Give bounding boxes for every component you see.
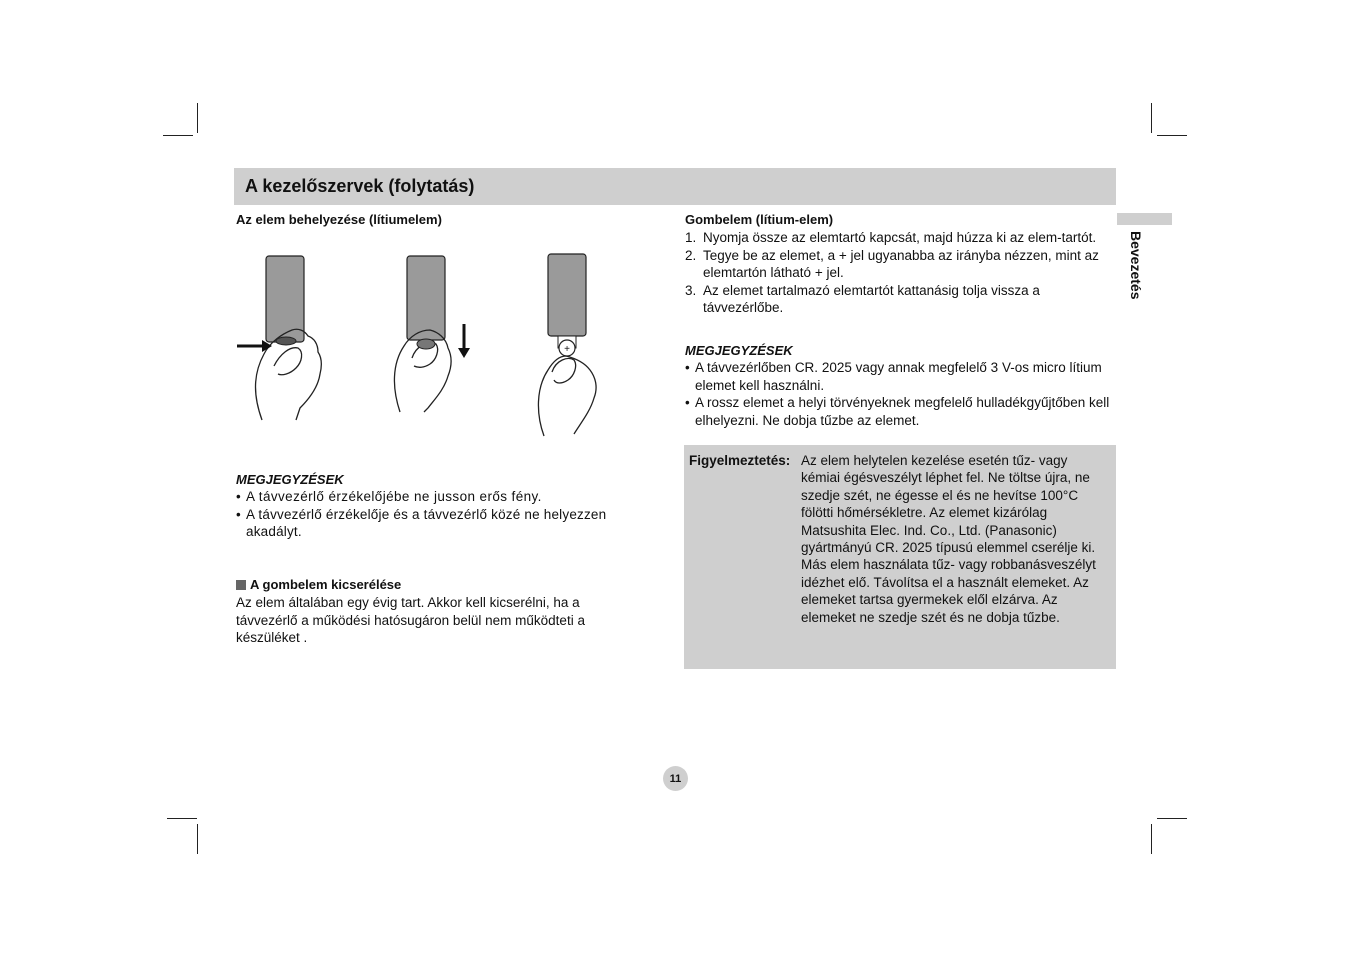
replace-heading [236, 577, 401, 592]
warning-box [684, 445, 1116, 669]
thumb-outline [552, 359, 576, 384]
remote-body [407, 256, 445, 340]
bullet-icon: • [236, 489, 242, 504]
replace-paragraph: Az elem általában egy évig tart. Akkor kell kicserélni, ha a távvezérlő a működési hatósugáron belül nem működteti a készüléket . [236, 595, 585, 645]
side-tab-label: Bevezetés [1128, 231, 1144, 300]
crop-mark [197, 824, 198, 854]
install-heading: Az elem behelyezése (lítiumelem) [236, 212, 442, 227]
right-notes-heading: MEGJEGYZÉSEK [685, 343, 793, 358]
arrow-head [458, 348, 470, 358]
step-text: Az elemet tartalmazó elemtartót kattanásig tolja vissza a távvezérlőbe. [703, 282, 1040, 315]
page-title: A kezelőszervek (folytatás) [245, 176, 475, 196]
note-text: A távvezérlő érzékelője és a távvezérlő közé ne helyezzen akadályt. [246, 506, 607, 539]
bullet-icon: • [685, 395, 690, 410]
note-text: A távvezérlőben CR. 2025 vagy annak megfelelő 3 V-os micro lítium elemet kell használni. [695, 360, 1102, 393]
bullet-icon: • [685, 360, 690, 375]
hand-outline [538, 356, 596, 436]
remote-body [548, 254, 586, 336]
illustration-step-2 [394, 256, 470, 412]
list-item [685, 282, 1115, 317]
list-item [685, 229, 1115, 247]
title-bar [234, 168, 1116, 205]
steps-list [685, 229, 1115, 317]
step-number: 2. [685, 247, 697, 263]
crop-mark [1151, 103, 1152, 133]
battery-install-illustration [234, 248, 634, 443]
illustration-step-1 [237, 256, 321, 420]
crop-mark [163, 135, 193, 136]
list-item [236, 506, 646, 541]
thumb-outline [274, 348, 302, 375]
warning-text: Az elem helytelen kezelése esetén tűz- vagy kémiai égésveszélyt léphet fel. Ne töltse újra, ne szedje szét, ne égesse el és ne hevítse 100°C fölötti hőmérsékletre. Az elemet kizárólag Matsushita Elec. Ind. Co., Ltd. (Panasonic) gyártmányú CR. 2025 típusú elemmel cserélje ki. Más elem használata tűz- vagy robbanásveszélyt idézhet elő. Távolítsa el a használt elemeket. Az elemeket tartsa gyermekek elől elzárva. Az elemeket ne szedje szét és ne dobja tűzbe. [801, 453, 1096, 625]
battery-slot [276, 337, 296, 345]
list-item [685, 247, 1115, 282]
crop-mark [167, 818, 197, 819]
battery-tray [417, 339, 435, 349]
button-cell-heading: Gombelem (lítium-elem) [685, 212, 834, 227]
left-notes-list [236, 488, 646, 541]
step-number: 3. [685, 282, 697, 298]
warning-label: Figyelmeztetés: [689, 453, 791, 468]
side-tab-bar [1117, 213, 1172, 225]
step-text: Tegye be az elemet, a + jel ugyanabba az irányba nézzen, mint az elemtartón látható + jel. [703, 247, 1099, 280]
page-number: 11 [663, 766, 688, 791]
list-item [685, 394, 1113, 429]
illustration-step-3 [538, 254, 596, 436]
bullet-icon: • [236, 506, 241, 522]
list-item [236, 488, 646, 506]
crop-mark [1157, 135, 1187, 136]
crop-mark [197, 103, 198, 133]
note-text: A távvezérlő érzékelőjébe ne jusson erős fény. [246, 489, 542, 504]
plus-sign: + [564, 344, 570, 355]
step-number: 1. [685, 230, 697, 245]
note-text: A rossz elemet a helyi törvényeknek megfelelő hulladékgyűjtőben kell elhelyezni. Ne dobja tűzbe az elemet. [695, 395, 1110, 428]
step-text: Nyomja össze az elemtartó kapcsát, majd húzza ki az elem-tartót. [703, 230, 1097, 245]
list-item [685, 359, 1113, 394]
crop-mark [1151, 824, 1152, 854]
right-notes-list [685, 359, 1113, 429]
crop-mark [1157, 818, 1187, 819]
left-notes-heading: MEGJEGYZÉSEK [236, 472, 344, 487]
replace-heading-text: A gombelem kicserélése [250, 577, 402, 592]
square-bullet-icon [236, 580, 246, 590]
